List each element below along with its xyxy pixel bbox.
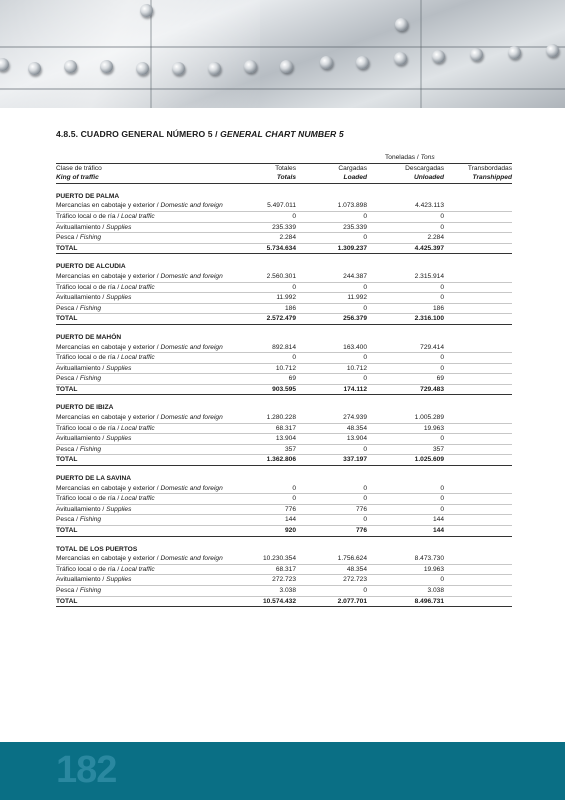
total-value-cell: 729.483 — [367, 384, 444, 395]
row-label — [56, 515, 251, 526]
rivet-icon — [28, 62, 41, 75]
value-cell: 357 — [367, 444, 444, 455]
total-value-cell: 2.572.479 — [251, 314, 296, 325]
value-cell: 235.339 — [296, 222, 367, 233]
banner-seam — [0, 46, 565, 48]
row-label — [56, 222, 251, 233]
value-cell: 68.317 — [251, 564, 296, 575]
value-cell-empty — [444, 353, 512, 364]
value-cell-empty — [444, 293, 512, 304]
header-cell: Loaded — [296, 173, 367, 183]
row-label-english: Domestic and foreign — [160, 343, 223, 351]
value-cell-empty — [444, 374, 512, 385]
row-label-spanish: Tráfico local o de ría / — [56, 565, 121, 573]
value-cell: 10.230.354 — [251, 554, 296, 564]
value-cell-empty — [444, 444, 512, 455]
total-row — [56, 526, 512, 537]
value-cell: 1.005.289 — [367, 413, 444, 423]
total-value-cell-empty — [444, 243, 512, 254]
row-label-spanish: Avituallamiento / — [56, 505, 107, 513]
value-cell: 8.473.730 — [367, 554, 444, 564]
section-header-row — [56, 254, 512, 272]
value-cell: 0 — [367, 484, 444, 494]
total-value-cell: 256.379 — [296, 314, 367, 325]
metal-banner — [0, 0, 565, 108]
row-label-english: Domestic and foreign — [160, 484, 223, 492]
value-cell: 776 — [296, 504, 367, 515]
row-label — [56, 564, 251, 575]
value-cell: 48.354 — [296, 564, 367, 575]
rivet-icon — [432, 50, 445, 63]
row-label-spanish: Avituallamiento / — [56, 223, 107, 231]
value-cell-empty — [444, 343, 512, 353]
value-cell: 0 — [367, 494, 444, 505]
total-row — [56, 314, 512, 325]
value-cell: 0 — [367, 575, 444, 586]
footer-band — [0, 742, 565, 800]
value-cell: 1.073.898 — [296, 201, 367, 211]
table-row — [56, 515, 512, 526]
rivet-icon — [508, 46, 521, 59]
table-row — [56, 303, 512, 314]
value-cell-empty — [444, 303, 512, 314]
header-cell: Unloaded — [367, 173, 444, 183]
row-label-english: Fishing — [79, 375, 102, 383]
value-cell: 0 — [251, 211, 296, 222]
rivet-icon — [394, 52, 407, 65]
row-label — [56, 494, 251, 505]
total-row — [56, 455, 512, 466]
value-cell: 776 — [251, 504, 296, 515]
value-cell-empty — [444, 423, 512, 434]
header-row-spanish — [56, 163, 512, 173]
table-row — [56, 484, 512, 494]
row-label-english: Supplies — [106, 576, 132, 584]
row-label-spanish: Avituallamiento / — [56, 294, 107, 302]
total-label: TOTAL — [56, 526, 251, 537]
header-cell: Cargadas — [338, 164, 367, 172]
row-label — [56, 353, 251, 364]
value-cell: 69 — [367, 374, 444, 385]
section-header-row — [56, 536, 512, 554]
value-cell: 3.038 — [367, 585, 444, 596]
row-label — [56, 282, 251, 293]
value-cell: 0 — [367, 504, 444, 515]
row-label-spanish: Tráfico local o de ría / — [56, 283, 121, 291]
table-row — [56, 293, 512, 304]
value-cell: 0 — [367, 363, 444, 374]
value-cell: 5.497.011 — [251, 201, 296, 211]
rivet-icon — [100, 60, 113, 73]
table-row — [56, 434, 512, 445]
total-value-cell-empty — [444, 455, 512, 466]
value-cell: 68.317 — [251, 423, 296, 434]
value-cell: 19.963 — [367, 423, 444, 434]
row-label — [56, 363, 251, 374]
rivet-icon — [208, 62, 221, 75]
value-cell: 1.756.624 — [296, 554, 367, 564]
row-label-spanish: Pesca / — [56, 586, 80, 594]
value-cell: 0 — [367, 211, 444, 222]
section-title: PUERTO DE PALMA — [56, 192, 120, 200]
section-title: PUERTO DE IBIZA — [56, 404, 114, 412]
rivet-icon — [172, 62, 185, 75]
row-label-english: Fishing — [79, 586, 102, 594]
header-cell: Totales — [275, 164, 296, 172]
page-title — [56, 129, 344, 139]
row-label-spanish: Mercancías en cabotaje y exterior / — [56, 343, 161, 351]
value-cell: 244.387 — [296, 272, 367, 282]
value-cell: 11.992 — [296, 293, 367, 304]
rivet-icon — [244, 60, 257, 73]
value-cell: 0 — [367, 293, 444, 304]
table-row — [56, 222, 512, 233]
row-label-english: Domestic and foreign — [160, 202, 223, 210]
value-cell: 892.814 — [251, 343, 296, 353]
title-english: GENERAL CHART NUMBER 5 — [220, 129, 344, 139]
row-label-english: Supplies — [106, 223, 132, 231]
value-cell: 0 — [296, 494, 367, 505]
total-label: TOTAL — [56, 314, 251, 325]
row-label — [56, 554, 251, 564]
value-cell: 69 — [251, 374, 296, 385]
value-cell: 2.284 — [251, 233, 296, 244]
value-cell-empty — [444, 585, 512, 596]
table-row — [56, 585, 512, 596]
total-value-cell: 174.112 — [296, 384, 367, 395]
value-cell: 186 — [251, 303, 296, 314]
row-label-english: Local traffic — [121, 424, 155, 432]
row-label-spanish: Avituallamiento / — [56, 364, 107, 372]
banner-sheen — [0, 0, 260, 108]
row-label-english: Domestic and foreign — [160, 272, 223, 280]
value-cell-empty — [444, 222, 512, 233]
row-label — [56, 444, 251, 455]
total-label: TOTAL — [56, 455, 251, 466]
value-cell-empty — [444, 484, 512, 494]
table-row — [56, 554, 512, 564]
total-value-cell: 337.197 — [296, 455, 367, 466]
header-row-english — [56, 173, 512, 183]
value-cell: 272.723 — [251, 575, 296, 586]
row-label-english: Local traffic — [121, 283, 155, 291]
total-value-cell: 1.025.609 — [367, 455, 444, 466]
row-label-english: Local traffic — [121, 212, 155, 220]
row-label — [56, 585, 251, 596]
table-row — [56, 423, 512, 434]
value-cell: 0 — [296, 211, 367, 222]
row-label — [56, 434, 251, 445]
value-cell: 186 — [367, 303, 444, 314]
value-cell-empty — [444, 233, 512, 244]
row-label — [56, 413, 251, 423]
value-cell-empty — [444, 201, 512, 211]
traffic-table — [56, 153, 512, 607]
value-cell-empty — [444, 504, 512, 515]
value-cell: 144 — [251, 515, 296, 526]
value-cell: 0 — [251, 353, 296, 364]
value-cell-empty — [444, 554, 512, 564]
table-row — [56, 363, 512, 374]
table-row — [56, 564, 512, 575]
value-cell: 0 — [296, 353, 367, 364]
header-cell: Transbordadas — [467, 164, 512, 172]
value-cell: 272.723 — [296, 575, 367, 586]
header-cell: Transhipped — [444, 173, 512, 183]
row-label-spanish: Mercancías en cabotaje y exterior / — [56, 414, 161, 422]
row-label-spanish: Pesca / — [56, 375, 80, 383]
value-cell: 3.038 — [251, 585, 296, 596]
row-label — [56, 211, 251, 222]
value-cell: 1.280.228 — [251, 413, 296, 423]
row-label-english: Fishing — [79, 234, 102, 242]
value-cell: 0 — [296, 374, 367, 385]
value-cell: 2.315.914 — [367, 272, 444, 282]
total-value-cell: 903.595 — [251, 384, 296, 395]
banner-vertical-seam — [150, 0, 152, 108]
row-label-spanish: Tráfico local o de ría / — [56, 424, 121, 432]
row-label-spanish: Pesca / — [56, 445, 80, 453]
row-label — [56, 423, 251, 434]
table-row — [56, 343, 512, 353]
value-cell: 729.414 — [367, 343, 444, 353]
row-label-english: Fishing — [79, 304, 102, 312]
total-value-cell: 1.309.237 — [296, 243, 367, 254]
row-label — [56, 374, 251, 385]
value-cell: 10.712 — [296, 363, 367, 374]
value-cell: 0 — [251, 484, 296, 494]
total-value-cell: 776 — [296, 526, 367, 537]
title-spanish: 4.8.5. CUADRO GENERAL NÚMERO 5 / — [56, 129, 221, 139]
rivet-icon — [320, 56, 333, 69]
total-value-cell: 10.574.432 — [251, 596, 296, 607]
table-row — [56, 494, 512, 505]
row-label-english: Fishing — [79, 516, 102, 524]
row-label-english: Local traffic — [121, 565, 155, 573]
value-cell: 4.423.113 — [367, 201, 444, 211]
total-value-cell: 5.734.634 — [251, 243, 296, 254]
row-label-english: Supplies — [106, 505, 132, 513]
value-cell-empty — [444, 413, 512, 423]
section-title: TOTAL DE LOS PUERTOS — [56, 545, 138, 553]
table-row — [56, 272, 512, 282]
value-cell: 0 — [251, 494, 296, 505]
banner-seam — [0, 88, 565, 90]
value-cell: 274.939 — [296, 413, 367, 423]
value-cell: 48.354 — [296, 423, 367, 434]
header-cell: King of traffic — [56, 173, 251, 183]
section-header-row — [56, 395, 512, 413]
row-label — [56, 484, 251, 494]
value-cell: 2.284 — [367, 233, 444, 244]
value-cell: 13.904 — [251, 434, 296, 445]
rivet-icon — [356, 56, 369, 69]
value-cell: 0 — [296, 444, 367, 455]
value-cell: 0 — [367, 434, 444, 445]
row-label-spanish: Mercancías en cabotaje y exterior / — [56, 555, 161, 563]
row-label — [56, 303, 251, 314]
value-cell: 0 — [296, 585, 367, 596]
value-cell: 11.992 — [251, 293, 296, 304]
row-label-english: Fishing — [79, 445, 102, 453]
rivet-icon — [470, 48, 483, 61]
value-cell: 163.400 — [296, 343, 367, 353]
value-cell: 10.712 — [251, 363, 296, 374]
row-label — [56, 201, 251, 211]
header-cell: Descargadas — [405, 164, 444, 172]
table-row — [56, 233, 512, 244]
table-row — [56, 413, 512, 423]
value-cell: 0 — [296, 233, 367, 244]
section-title: PUERTO DE ALCUDIA — [56, 263, 126, 271]
total-value-cell: 8.496.731 — [367, 596, 444, 607]
row-label-spanish: Tráfico local o de ría / — [56, 212, 121, 220]
rivet-icon — [64, 60, 77, 73]
row-label-english: Supplies — [106, 364, 132, 372]
value-cell: 13.904 — [296, 434, 367, 445]
row-label-spanish: Tráfico local o de ría / — [56, 495, 121, 503]
row-label-spanish: Mercancías en cabotaje y exterior / — [56, 484, 161, 492]
row-label-spanish: Pesca / — [56, 516, 80, 524]
value-cell-empty — [444, 494, 512, 505]
value-cell: 19.963 — [367, 564, 444, 575]
table-row — [56, 504, 512, 515]
row-label-spanish: Mercancías en cabotaje y exterior / — [56, 272, 161, 280]
row-label-spanish: Pesca / — [56, 234, 80, 242]
value-cell-empty — [444, 272, 512, 282]
total-value-cell: 4.425.397 — [367, 243, 444, 254]
value-cell: 0 — [296, 282, 367, 293]
total-row — [56, 243, 512, 254]
row-label-spanish: Mercancías en cabotaje y exterior / — [56, 202, 161, 210]
value-cell: 144 — [367, 515, 444, 526]
value-cell-empty — [444, 434, 512, 445]
total-value-cell-empty — [444, 526, 512, 537]
row-label-spanish: Avituallamiento / — [56, 435, 107, 443]
row-label — [56, 233, 251, 244]
value-cell-empty — [444, 282, 512, 293]
units-row — [56, 153, 512, 163]
section-header-row — [56, 324, 512, 342]
section-title: PUERTO DE MAHÓN — [56, 333, 122, 341]
header-cell: Totals — [251, 173, 296, 183]
row-label-english: Domestic and foreign — [160, 555, 223, 563]
value-cell-empty — [444, 211, 512, 222]
value-cell-empty — [444, 363, 512, 374]
total-value-cell: 1.362.806 — [251, 455, 296, 466]
value-cell: 0 — [296, 303, 367, 314]
section-header-row — [56, 466, 512, 484]
value-cell-empty — [444, 515, 512, 526]
table-row — [56, 575, 512, 586]
section-header-row — [56, 183, 512, 201]
banner-vertical-seam — [420, 0, 422, 108]
total-value-cell-empty — [444, 314, 512, 325]
rivet-icon — [136, 62, 149, 75]
table-row — [56, 444, 512, 455]
row-label — [56, 504, 251, 515]
value-cell: 0 — [296, 515, 367, 526]
row-label-english: Supplies — [106, 294, 132, 302]
rivet-icon — [546, 44, 559, 57]
section-title: PUERTO DE LA SAVINA — [56, 475, 131, 483]
rivet-icon — [140, 4, 153, 17]
row-label — [56, 272, 251, 282]
total-value-cell: 144 — [367, 526, 444, 537]
total-value-cell-empty — [444, 596, 512, 607]
value-cell: 0 — [296, 484, 367, 494]
value-cell-empty — [444, 575, 512, 586]
value-cell: 357 — [251, 444, 296, 455]
row-label-english: Local traffic — [121, 354, 155, 362]
rivet-icon — [395, 18, 408, 31]
header-cell: Clase de tráfico — [56, 164, 102, 172]
total-label: TOTAL — [56, 243, 251, 254]
row-label-spanish: Avituallamiento / — [56, 576, 107, 584]
table-row — [56, 211, 512, 222]
value-cell: 0 — [367, 353, 444, 364]
value-cell: 235.339 — [251, 222, 296, 233]
total-row — [56, 384, 512, 395]
total-label: TOTAL — [56, 596, 251, 607]
units-spanish: Toneladas / — [385, 154, 421, 161]
row-label-english: Supplies — [106, 435, 132, 443]
total-label: TOTAL — [56, 384, 251, 395]
row-label — [56, 575, 251, 586]
table-row — [56, 282, 512, 293]
units-english: Tons — [420, 154, 435, 161]
table-row — [56, 374, 512, 385]
total-value-cell: 2.077.701 — [296, 596, 367, 607]
total-value-cell: 2.316.100 — [367, 314, 444, 325]
total-row — [56, 596, 512, 607]
row-label — [56, 293, 251, 304]
value-cell: 0 — [367, 222, 444, 233]
table-row — [56, 201, 512, 211]
value-cell: 0 — [367, 282, 444, 293]
rivet-icon — [280, 60, 293, 73]
total-value-cell-empty — [444, 384, 512, 395]
page-number: 182 — [56, 749, 117, 791]
row-label-spanish: Tráfico local o de ría / — [56, 354, 121, 362]
row-label-english: Domestic and foreign — [160, 414, 223, 422]
value-cell: 2.560.301 — [251, 272, 296, 282]
row-label-english: Local traffic — [121, 495, 155, 503]
value-cell: 0 — [251, 282, 296, 293]
total-value-cell: 920 — [251, 526, 296, 537]
row-label — [56, 343, 251, 353]
value-cell-empty — [444, 564, 512, 575]
table-row — [56, 353, 512, 364]
row-label-spanish: Pesca / — [56, 304, 80, 312]
